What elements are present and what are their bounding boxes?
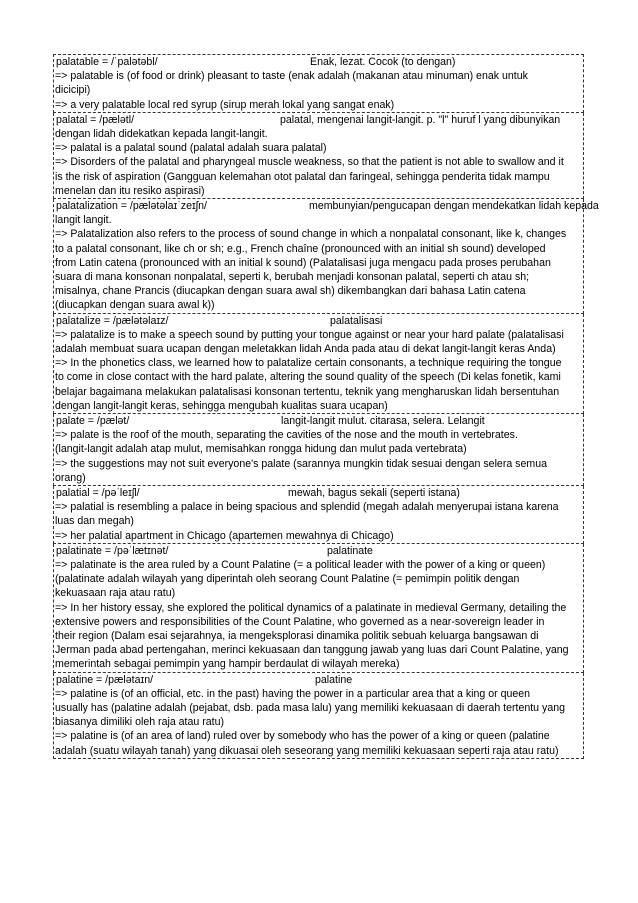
entry-meaning: palatal, mengenai langit-langit. p. "l" huruf l yang dibunyikan xyxy=(280,113,561,126)
entry-line: is the risk of aspiration (Gangguan kelemahan otot palatal dan faringeal, sehingga penderita tidak mampu xyxy=(55,170,550,183)
entry-line: dicicipi) xyxy=(55,84,91,97)
entry-palatable xyxy=(53,54,584,113)
entry-line: menelan dan itu resiko aspirasi) xyxy=(55,184,205,197)
entry-line: (langit-langit adalah atap mulut, memisahkan rongga hidung dan mulut pada vertebrata) xyxy=(55,443,467,456)
entry-palatalize xyxy=(53,314,584,414)
entry-palatalization xyxy=(53,199,599,314)
entry-line: misalnya, chane Prancis (diucapkan dengan suara awal sh) dikembangkan dari bahasa Latin catena xyxy=(55,285,526,298)
entry-palatinate xyxy=(53,544,584,673)
entry-line: orang) xyxy=(55,471,86,484)
entry-line: Jerman pada abad pertengahan, merinci kekuasaan dan tanggung jawab yang luas dari Count Palatine, yang xyxy=(55,644,569,657)
entry-line: => palatine is (of an official, etc. in the past) having the power in a particular area that a king or queen xyxy=(55,687,531,700)
entry-line: => palatial is resembling a palace in being spacious and splendid (megah adalah menyerupai istana karena xyxy=(55,501,559,514)
entry-line: usually has (palatine adalah (pejabat, dsb. pada masa lalu) yang memiliki kekuasaan di daerah tertentu yang xyxy=(55,702,565,715)
entry-meaning: mewah, bagus sekali (seperti istana) xyxy=(288,487,460,500)
entry-header xyxy=(55,486,582,500)
entry-line: => palate is the roof of the mouth, separating the cavities of the nose and the mouth in vertebrates. xyxy=(55,429,518,442)
entry-line: adalah (suatu wilayah tanah) yang dikuasai oleh seseorang yang memiliki kekuasaan seperti raja atau ratu) xyxy=(55,744,559,757)
entry-line: => the suggestions may not suit everyone's palate (sarannya mungkin tidak sesuai dengan selera semua xyxy=(55,457,547,470)
entry-line: luas dan megah) xyxy=(55,515,134,528)
entry-palatal xyxy=(53,113,584,199)
entry-header xyxy=(55,544,582,558)
entry-line: belajar bagaimana melakukan palatalisasi konsonan tertentu, teknik yang mengharuskan lidah bersentuhan xyxy=(55,385,560,398)
entry-line: to come in close contact with the hard palate, altering the sound quality of the speech (Di kelas fonetik, kami xyxy=(55,371,561,384)
entry-meaning: palatinate xyxy=(327,544,373,557)
entry-line: => her palatial apartment in Chicago (apartemen mewahnya di Chicago) xyxy=(55,529,394,542)
dictionary-page xyxy=(53,54,599,759)
entry-header xyxy=(55,314,582,328)
entry-meaning: palatalisasi xyxy=(330,314,383,327)
entry-meaning: membunyian/pengucapan dengan mendekatkan lidah kepada xyxy=(309,200,599,212)
entry-line: => Palatalization also refers to the process of sound change in which a nonpalatal consonant, like k, changes xyxy=(55,228,567,241)
entry-line: extensive powers and responsibilities of the Count Palatine, who governed as a near-sovereign leader in xyxy=(55,615,545,628)
entry-line: => Disorders of the palatal and pharyngeal muscle weakness, so that the patient is not able to swallow and it xyxy=(55,156,564,169)
entry-line: memerintah sebagai pemimpin yang hampir berdaulat di wilayah mereka) xyxy=(55,658,400,671)
entry-line: adalah membuat suara ucapan dengan meletakkan lidah Anda pada atau di dekat langit-langit keras Anda) xyxy=(55,343,556,355)
entry-palatial xyxy=(53,486,584,544)
entry-line: => In her history essay, she explored the political dynamics of a palatinate in medieval Germany, detailing the xyxy=(55,601,567,614)
entry-line: => palatable is (of food or drink) pleasant to taste (enak adalah (makanan atau minuman) enak untuk xyxy=(55,70,528,83)
entry-line: dengan langit-langit keras, sehingga mengubah kualitas suara ucapan) xyxy=(55,399,388,412)
entry-line: to a palatal consonant, like ch or sh; e.g., French chaîne (pronounced with an initial sh sound) developed xyxy=(55,242,546,255)
entry-line: => palatalize is to make a speech sound by putting your tongue against or near your hard palate (palatalisasi xyxy=(55,328,564,341)
entry-line: => In the phonetics class, we learned how to palatalize certain consonants, a technique requiring the tongue xyxy=(55,357,562,370)
entry-term: palatine = /pælətaɪn/ xyxy=(56,673,154,686)
entry-line: dengan lidah didekatkan kepada langit-langit. xyxy=(55,127,268,140)
entry-term: palatable = /ˈpalətəbl/ xyxy=(56,56,158,68)
entry-line: langit langit. xyxy=(55,214,112,227)
entry-line: from Latin catena (pronounced with an initial k sound) (Palatalisasi juga mengacu pada proses perubahan xyxy=(55,256,551,269)
entry-line: kekuasaan raja atau ratu) xyxy=(55,587,176,600)
entry-header xyxy=(55,414,582,428)
entry-line: => a very palatable local red syrup (sirup merah lokal yang sangat enak) xyxy=(55,98,395,111)
entry-meaning: Enak, lezat. Cocok (to dengan) xyxy=(310,56,456,68)
entry-palatine xyxy=(53,673,584,759)
entry-palate xyxy=(53,414,584,486)
entry-header xyxy=(55,199,599,213)
entry-line: suara di mana konsonan nonpalatal, seperti k, berubah menjadi konsonan palatal, seperti ch atau sh; xyxy=(55,271,530,283)
entry-line: => palatinate is the area ruled by a Count Palatine (= a political leader with the power of a king or queen) xyxy=(55,559,546,571)
entry-term: palatal = /pælətl/ xyxy=(56,113,135,126)
entry-line: => palatine is (of an area of land) ruled over by somebody who has the power of a king or queen (palatine xyxy=(55,730,550,743)
entry-line: => palatal is a palatal sound (palatal adalah suara palatal) xyxy=(55,142,327,155)
entry-line: (diucapkan dengan suara awal k)) xyxy=(55,299,215,312)
entry-line: biasanya dimiliki oleh raja atau ratu) xyxy=(55,716,224,729)
entry-meaning: langit-langit mulut. citarasa, selera. Lelangit xyxy=(281,415,485,428)
entry-term: palate = /pælət/ xyxy=(56,415,130,428)
entry-term: palatial = /pəˈleɪʃl/ xyxy=(56,487,140,500)
entry-header xyxy=(55,113,582,127)
entry-line: their region (Dalam esai sejarahnya, ia mengeksplorasi dinamika politik sebuah keluarga bangsawan di xyxy=(55,630,539,643)
entry-term: palatinate = /pəˈlætɪnət/ xyxy=(56,544,169,557)
entry-meaning: palatine xyxy=(315,673,353,686)
entry-line: (palatinate adalah wilayah yang diperintah oleh seorang Count Palatine (= pemimpin politik dengan xyxy=(55,573,520,586)
entry-header xyxy=(55,673,582,687)
entry-term: palatalization = /pælətəlaɪˈzeɪʃn/ xyxy=(56,200,207,212)
entry-header xyxy=(55,55,582,69)
entry-term: palatalize = /pælətəlaɪz/ xyxy=(56,314,169,327)
